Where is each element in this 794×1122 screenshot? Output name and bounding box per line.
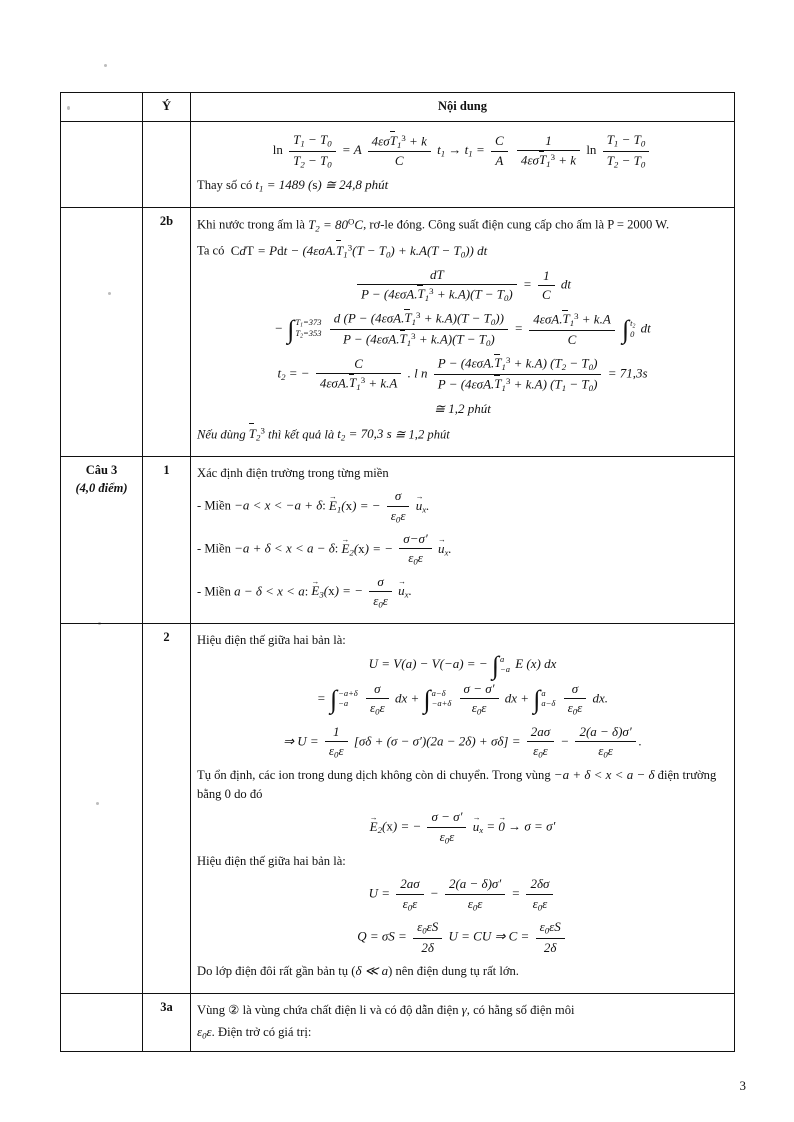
line-mien-3: - Miền a − δ < x < a: $E \to_3(x)$ = − $\frac{\sigma}{\varepsilon_0\varepsilon}$ $u \to_x$. xyxy=(197,574,728,611)
equation-integral-1: − ∫ $T_1=373$ $T_2=353$ $\frac{d (P - (4\varepsilon\sigma A.T_1^3 + k.A)(T - T_0))}{P - (4\varepsilon\sigma A.T_1^3 + k.A)(T - T_0)}$ = $\frac{4\varepsilon\sigma A.T_1^3 + k.A}{C}$ ∫ $t_2$ 0 dt xyxy=(274,309,651,348)
cau-cell xyxy=(61,122,143,208)
line-mien-1: - Miền −a < x < −a + δ: $E \to_1(x)$ = − $\frac{\sigma}{\varepsilon_0\varepsilon}$ $u \to_x$. xyxy=(197,488,728,525)
cau-cell xyxy=(61,208,143,457)
equation-U-result: ⇒ U = $\frac{1}{\varepsilon_0\varepsilon}$ [σδ + (σ − σ′)(2a − 2δ) + σδ] = $\frac{2a\sigma}{\varepsilon_0\varepsilon}$ − $\frac{2(a - \delta)\sigma'}{\varepsilon_0\varepsilon}$ . xyxy=(283,723,642,760)
line-note-T2bar: Nếu dùng $T_2^3$ thì kết quả là $t_2 = 70,3$ s ≅ 1,2 phút xyxy=(197,425,450,443)
line-2b-intro: Khi nước trong ấm là $T_2 = 80^OC$, rơ-le đóng. Công suất điện cung cấp cho ấm là P = 2000 W. xyxy=(197,216,670,234)
idx-cell: 2b xyxy=(143,208,191,457)
line-xac-dinh: Xác định điện trường trong từng miền xyxy=(197,466,389,481)
table-row xyxy=(61,457,735,624)
table-row xyxy=(61,623,735,993)
header-cell-blank xyxy=(61,93,143,122)
equation-dT: $\frac{dT}{P - (4\varepsilon\sigma A.T_1^3 + k.A)(T - T_0)}$ = $\frac{1}{C}$ dt xyxy=(197,267,728,304)
idx-cell xyxy=(143,122,191,208)
line-3a-2: $\varepsilon_0\varepsilon$. Điện trở có giá trị: xyxy=(197,1023,312,1041)
equation-E2-zero: $E \to_2(x)$ = − $\frac{\sigma - \sigma'}{\varepsilon_0\varepsilon}$ $u \to_x = 0$ → → σ = σ′ xyxy=(197,809,728,846)
content-cell xyxy=(191,993,735,1051)
content-cell xyxy=(191,208,735,457)
equation-Q-C: Q = σS = $\frac{\varepsilon_0\varepsilon S}{2\delta}$ U = CU ⇒ C = $\frac{\varepsilon_0\varepsilon S}{2\delta}$ xyxy=(197,919,728,956)
cau-cell xyxy=(61,457,143,624)
equation-t2: $t_2$ = − $\frac{C}{4\varepsilon\sigma A.T_1^3 + k.A}$ . l n $\frac{P - (4\varepsilon\sigma A.T_1^3 + k.A) (T_2 - T_0)}{P - (4\varepsilon\sigma A.T_1^3 + k.A) (T_1 - T_0)}$ = 71,3s xyxy=(277,354,648,393)
scan-speck xyxy=(104,64,107,67)
content-cell xyxy=(191,122,735,208)
table-header-row xyxy=(61,93,735,122)
content-cell xyxy=(191,623,735,993)
table-row xyxy=(61,993,735,1051)
idx-cell: 3a xyxy=(143,993,191,1051)
cau-label: Câu 3 xyxy=(85,463,118,478)
line-3a-1: Vùng ② là vùng chứa chất điện li và có độ dẫn điện γ, có hằng số điện môi xyxy=(197,1001,575,1017)
line-hieu-dien-the-1: Hiệu điện thế giữa hai bản là: xyxy=(197,632,346,647)
header-cell-content: Nội dung xyxy=(191,93,735,122)
cau-points: (4,0 điểm) xyxy=(75,481,128,496)
equation-U-final: U = $\frac{2a\sigma}{\varepsilon_0\varepsilon}$ − $\frac{2(a - \delta)\sigma'}{\varepsilon_0\varepsilon}$ = $\frac{2\delta\sigma}{\varepsilon_0\varepsilon}$ xyxy=(197,876,728,913)
line-mien-2: - Miền −a + δ < x < a − δ: $E \to_2(x)$ = − $\frac{\sigma-\sigma'}{\varepsilon_0\varepsilon}$ $u \to_x$. xyxy=(197,531,728,568)
idx-cell: 2 xyxy=(143,623,191,993)
line-tu-on-dinh: Tụ ổn định, các ion trong dung dịch không còn di chuyển. Trong vùng −a + δ < x < a − δ điện trường bằng 0 do đó xyxy=(197,767,717,802)
cau-cell xyxy=(61,993,143,1051)
line-2b-taco: Ta có CdT = Pdt − $(4\varepsilon\sigma A.T_1^3(T - T_0) + k.A(T - T_0))$ dt xyxy=(197,242,488,259)
header-cell-y: Ý xyxy=(143,93,191,122)
solution-table xyxy=(60,92,735,1052)
line-hieu-dien-the-2: Hiệu điện thế giữa hai bản là: xyxy=(197,854,346,869)
page-number: 3 xyxy=(739,1078,746,1093)
equation-t1: ln $\frac{T_1 - T_0}{T_2 - T_0}$ = A $\frac{4\varepsilon\sigma T_1^3 + k}{C}$ $t_1 \to t_1$ = $\frac{C}{A}$ $\frac{1}{4\varepsilon\sigma T_1^3 + k}$ ln $\frac{T_1 - T_0}{T_2 - T_0}$ xyxy=(197,132,728,170)
table-row xyxy=(61,122,735,208)
idx-cell: 1 xyxy=(143,457,191,624)
line-thay-so: Thay số có $t_1 = 1489$ (s) ≅ 24,8 phút xyxy=(197,177,389,194)
table-row xyxy=(61,208,735,457)
equation-U-integrals: = ∫ −a+δ −a $\frac{\sigma}{\varepsilon_0\varepsilon}$ dx + ∫ a−δ −a+δ $\frac{\sigma - \sigma'}{\varepsilon_0\varepsilon}$ dx + ∫ a a−δ $\frac{\sigma}{\varepsilon_0\varepsilon}$ dx. xyxy=(316,680,609,717)
equation-U-def: U = V(a) − V(−a) = − ∫ a −a E (x) dx xyxy=(368,650,557,680)
content-cell xyxy=(191,457,735,624)
equation-t2-approx: ≅ 1,2 phút xyxy=(434,400,491,416)
line-do-lop-dien-doi: Do lớp điện đôi rất gần bản tụ (δ ≪ a) nên điện dung tụ rất lớn. xyxy=(197,962,519,978)
cau-cell xyxy=(61,623,143,993)
